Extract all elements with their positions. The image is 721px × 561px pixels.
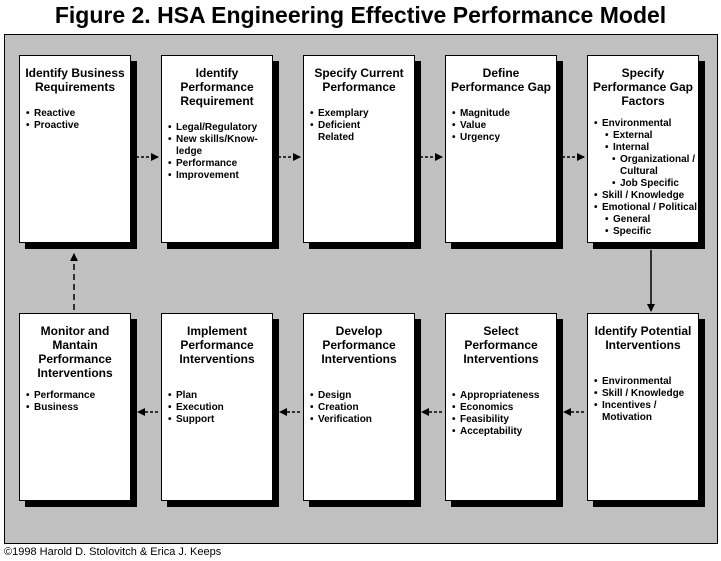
bullet-item: • Creation bbox=[310, 402, 414, 414]
bullet-item: • Emotional / Political bbox=[594, 202, 698, 214]
step-title: Identify Potential Interventions bbox=[594, 324, 692, 352]
bullet-item: • Environmental bbox=[594, 376, 698, 388]
step-title: Identify Business Requirements bbox=[25, 66, 125, 94]
bullet-item: • Design bbox=[310, 390, 414, 402]
bullet-item: • Improvement bbox=[168, 170, 272, 182]
step-title: Specify Performance Gap Factors bbox=[592, 66, 694, 108]
step-title: Monitor and Mantain Performance Interventions bbox=[37, 324, 113, 380]
bullet-item: • Acceptability bbox=[452, 426, 556, 438]
bullet-item: • Organizational / bbox=[594, 154, 698, 166]
bullet-item: • Skill / Knowledge bbox=[594, 190, 698, 202]
step-title: Develop Performance Interventions bbox=[321, 324, 397, 366]
step-title: Identify Performance Requirement bbox=[180, 66, 254, 108]
step-title: Implement Performance Interventions bbox=[179, 324, 255, 366]
bullet-item: • Value bbox=[452, 120, 556, 132]
bullet-item: • Urgency bbox=[452, 132, 556, 144]
bullet-item: • Execution bbox=[168, 402, 272, 414]
bullet-item: • Exemplary bbox=[310, 108, 414, 120]
step-title: Select Performance Interventions bbox=[463, 324, 539, 366]
bullet-item: • Environmental bbox=[594, 118, 698, 130]
bullet-item: • New skills/Know- bbox=[168, 134, 272, 146]
step-title: Specify Current Performance bbox=[314, 66, 404, 94]
bullet-item: Motivation bbox=[602, 412, 652, 423]
bullet-item: • Legal/Regulatory bbox=[168, 122, 272, 134]
figure-title: Figure 2. HSA Engineering Effective Performance Model bbox=[54, 2, 667, 28]
bullet-item: • Reactive bbox=[26, 108, 130, 120]
bullet-item: • Business bbox=[26, 402, 130, 414]
bullet-item: Cultural bbox=[620, 166, 658, 177]
bullet-item: • External bbox=[594, 130, 698, 142]
bullet-item: • Magnitude bbox=[452, 108, 556, 120]
bullet-item: Related bbox=[318, 132, 355, 143]
step-title: Define Performance Gap bbox=[450, 66, 552, 94]
bullet-item: • Appropriateness bbox=[452, 390, 556, 402]
bullet-item: • Incentives / bbox=[594, 400, 698, 412]
bullet-item: • Deficient bbox=[310, 120, 414, 132]
bullet-item: • Internal bbox=[594, 142, 698, 154]
bullet-item: • Verification bbox=[310, 414, 414, 426]
bullet-item: • Performance bbox=[168, 158, 272, 170]
bullet-item: • Performance bbox=[26, 390, 130, 402]
bullet-item: • Job Specific bbox=[594, 178, 698, 190]
bullet-item: • Skill / Knowledge bbox=[594, 388, 698, 400]
bullet-item: • Support bbox=[168, 414, 272, 426]
copyright-notice: ©1998 Harold D. Stolovitch & Erica J. Keeps bbox=[4, 546, 222, 558]
bullet-item: • Proactive bbox=[26, 120, 130, 132]
bullet-item: ledge bbox=[176, 146, 203, 157]
bullet-item: • General bbox=[594, 214, 698, 226]
bullet-item: • Specific bbox=[594, 226, 698, 238]
bullet-item: • Economics bbox=[452, 402, 556, 414]
bullet-item: • Plan bbox=[168, 390, 272, 402]
bullet-item: • Feasibility bbox=[452, 414, 556, 426]
